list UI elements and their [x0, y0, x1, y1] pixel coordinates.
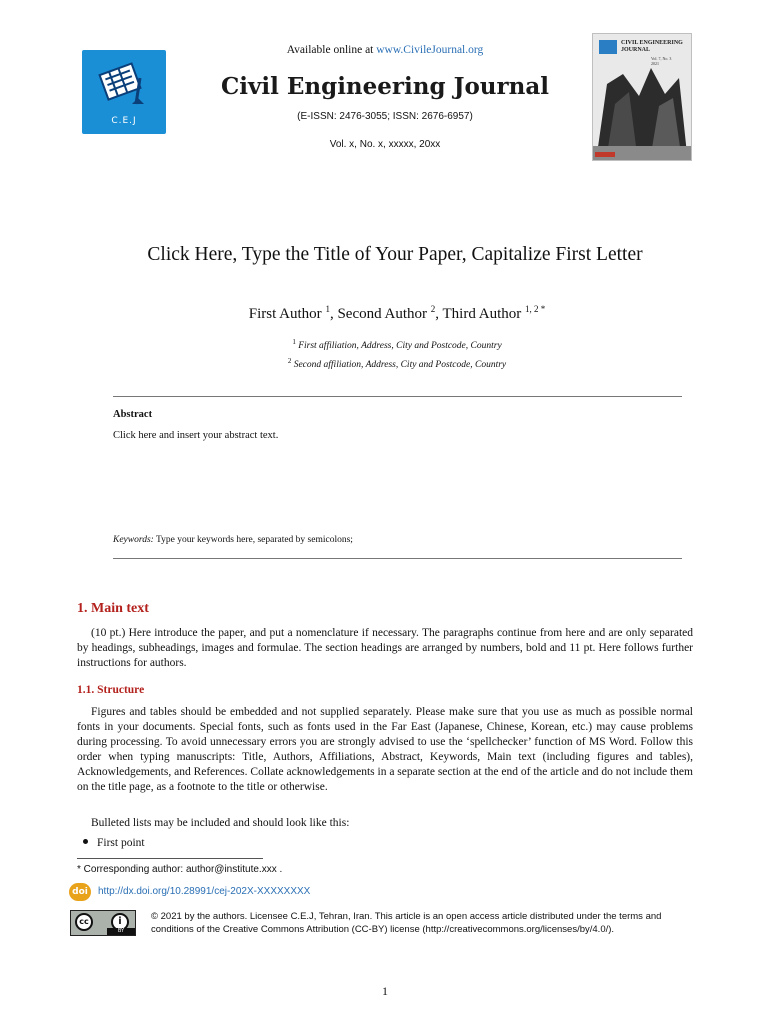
cover-year: 2021: [651, 61, 659, 66]
journal-cover-image: [592, 33, 692, 161]
page-number: 1: [382, 984, 388, 998]
logo-label: C.E.J: [111, 116, 137, 126]
journal-volume: Vol. x, No. x, xxxxx, 20xx: [329, 139, 441, 150]
attribution-person-icon: i: [111, 913, 129, 931]
author-1-affiliation: 1: [325, 304, 330, 314]
footnote-rule: [77, 858, 263, 859]
affiliation-2-number: 2: [287, 357, 292, 365]
by-label: BY: [107, 928, 135, 935]
affiliation-1-number: 1: [292, 338, 296, 346]
cover-building-icon: [593, 34, 691, 160]
doi-link[interactable]: http://dx.doi.org/10.28991/cej-202X-XXXXXXXX: [98, 886, 311, 897]
cover-title-line-2: JOURNAL: [621, 47, 651, 53]
author-3: , Third Author: [435, 306, 525, 322]
cc-icon: cc: [75, 913, 93, 931]
cover-volume: Vol. 7, No. 3: [651, 56, 672, 61]
section-heading-main-text: 1. Main text: [77, 601, 149, 616]
author-1: First Author: [248, 306, 326, 322]
list-item: [83, 837, 145, 849]
journal-title: Civil Engineering Journal: [220, 73, 550, 100]
abstract-top-rule: [113, 396, 682, 397]
author-2-affiliation: 2: [430, 304, 436, 314]
journal-issn: (E-ISSN: 2476-3055; ISSN: 2676-6957): [297, 111, 473, 122]
journal-website-link[interactable]: www.CivileJournal.org: [376, 44, 484, 56]
affiliation-2-text: Second affiliation, Address, City and Postcode, Country: [291, 360, 507, 371]
affiliation-1-text: First affiliation, Address, City and Postcode, Country: [295, 341, 502, 352]
section-1-paragraph: (10 pt.) Here introduce the paper, and put a nomenclature if necessary. The paragraphs continue from here and are only separated by headings, subheadings, images and formulae. The section headings are arranged by numbers, bold and 11 pt. Here follows further instructions for authors.: [77, 627, 693, 669]
license-text: © 2021 by the authors. Licensee C.E.J, Tehran, Iran. This article is an open access article distributed under the terms and conditions of the Creative Commons Attribution (CC-BY) license (http://creativecommons.org/licenses/by/4.0/).: [151, 911, 662, 935]
keywords-text: Type your keywords here, separated by semicolons;: [153, 535, 353, 545]
keywords-line: [113, 535, 353, 545]
abstract-heading: Abstract: [113, 409, 153, 420]
corresponding-author: * Corresponding author: author@institute.xxx .: [77, 864, 283, 875]
structure-paragraph: Figures and tables should be embedded and not supplied separately. Please make sure that you use as much as possible normal fonts in your documents. Special fonts, such as fonts used in the Far East (Japanese, Chinese, Korean, etc.) may cause problems during processing. To avoid unnecessary errors you are strongly advised to use the ‘spellchecker’ function of MS Word. Follow this order when typing manuscripts: Title, Authors, Affiliations, Abstract, Keywords, Main text (including figures and tables), Acknowledgements, and References. Collate acknowledgements in a separate section at the end of the article and do not include them on the title page, as a footnote to the title or otherwise.: [77, 706, 693, 793]
abstract-bottom-rule: [113, 558, 682, 559]
author-list: [0, 304, 770, 323]
cover-title-line-1: CIVIL ENGINEERING: [621, 40, 683, 46]
bullet-icon: [83, 839, 88, 844]
bullet-text: First point: [97, 837, 145, 849]
keywords-label: Keywords:: [113, 535, 154, 545]
affiliation-1: [0, 338, 770, 351]
subsection-heading-structure: 1.1. Structure: [77, 684, 145, 696]
cc-by-license-icon[interactable]: [70, 910, 136, 936]
bullet-intro-paragraph: Bulleted lists may be included and should look like this:: [91, 817, 350, 829]
paper-title: Click Here, Type the Title of Your Paper, Capitalize First Letter: [147, 244, 643, 265]
doi-icon: doi: [69, 883, 91, 901]
author-3-affiliation: 1, 2 *: [525, 304, 546, 314]
availability-prefix: Available online at: [286, 44, 377, 56]
author-2: , Second Author: [329, 306, 431, 322]
abstract-text: Click here and insert your abstract text.: [113, 430, 279, 441]
affiliation-2: [0, 357, 770, 370]
